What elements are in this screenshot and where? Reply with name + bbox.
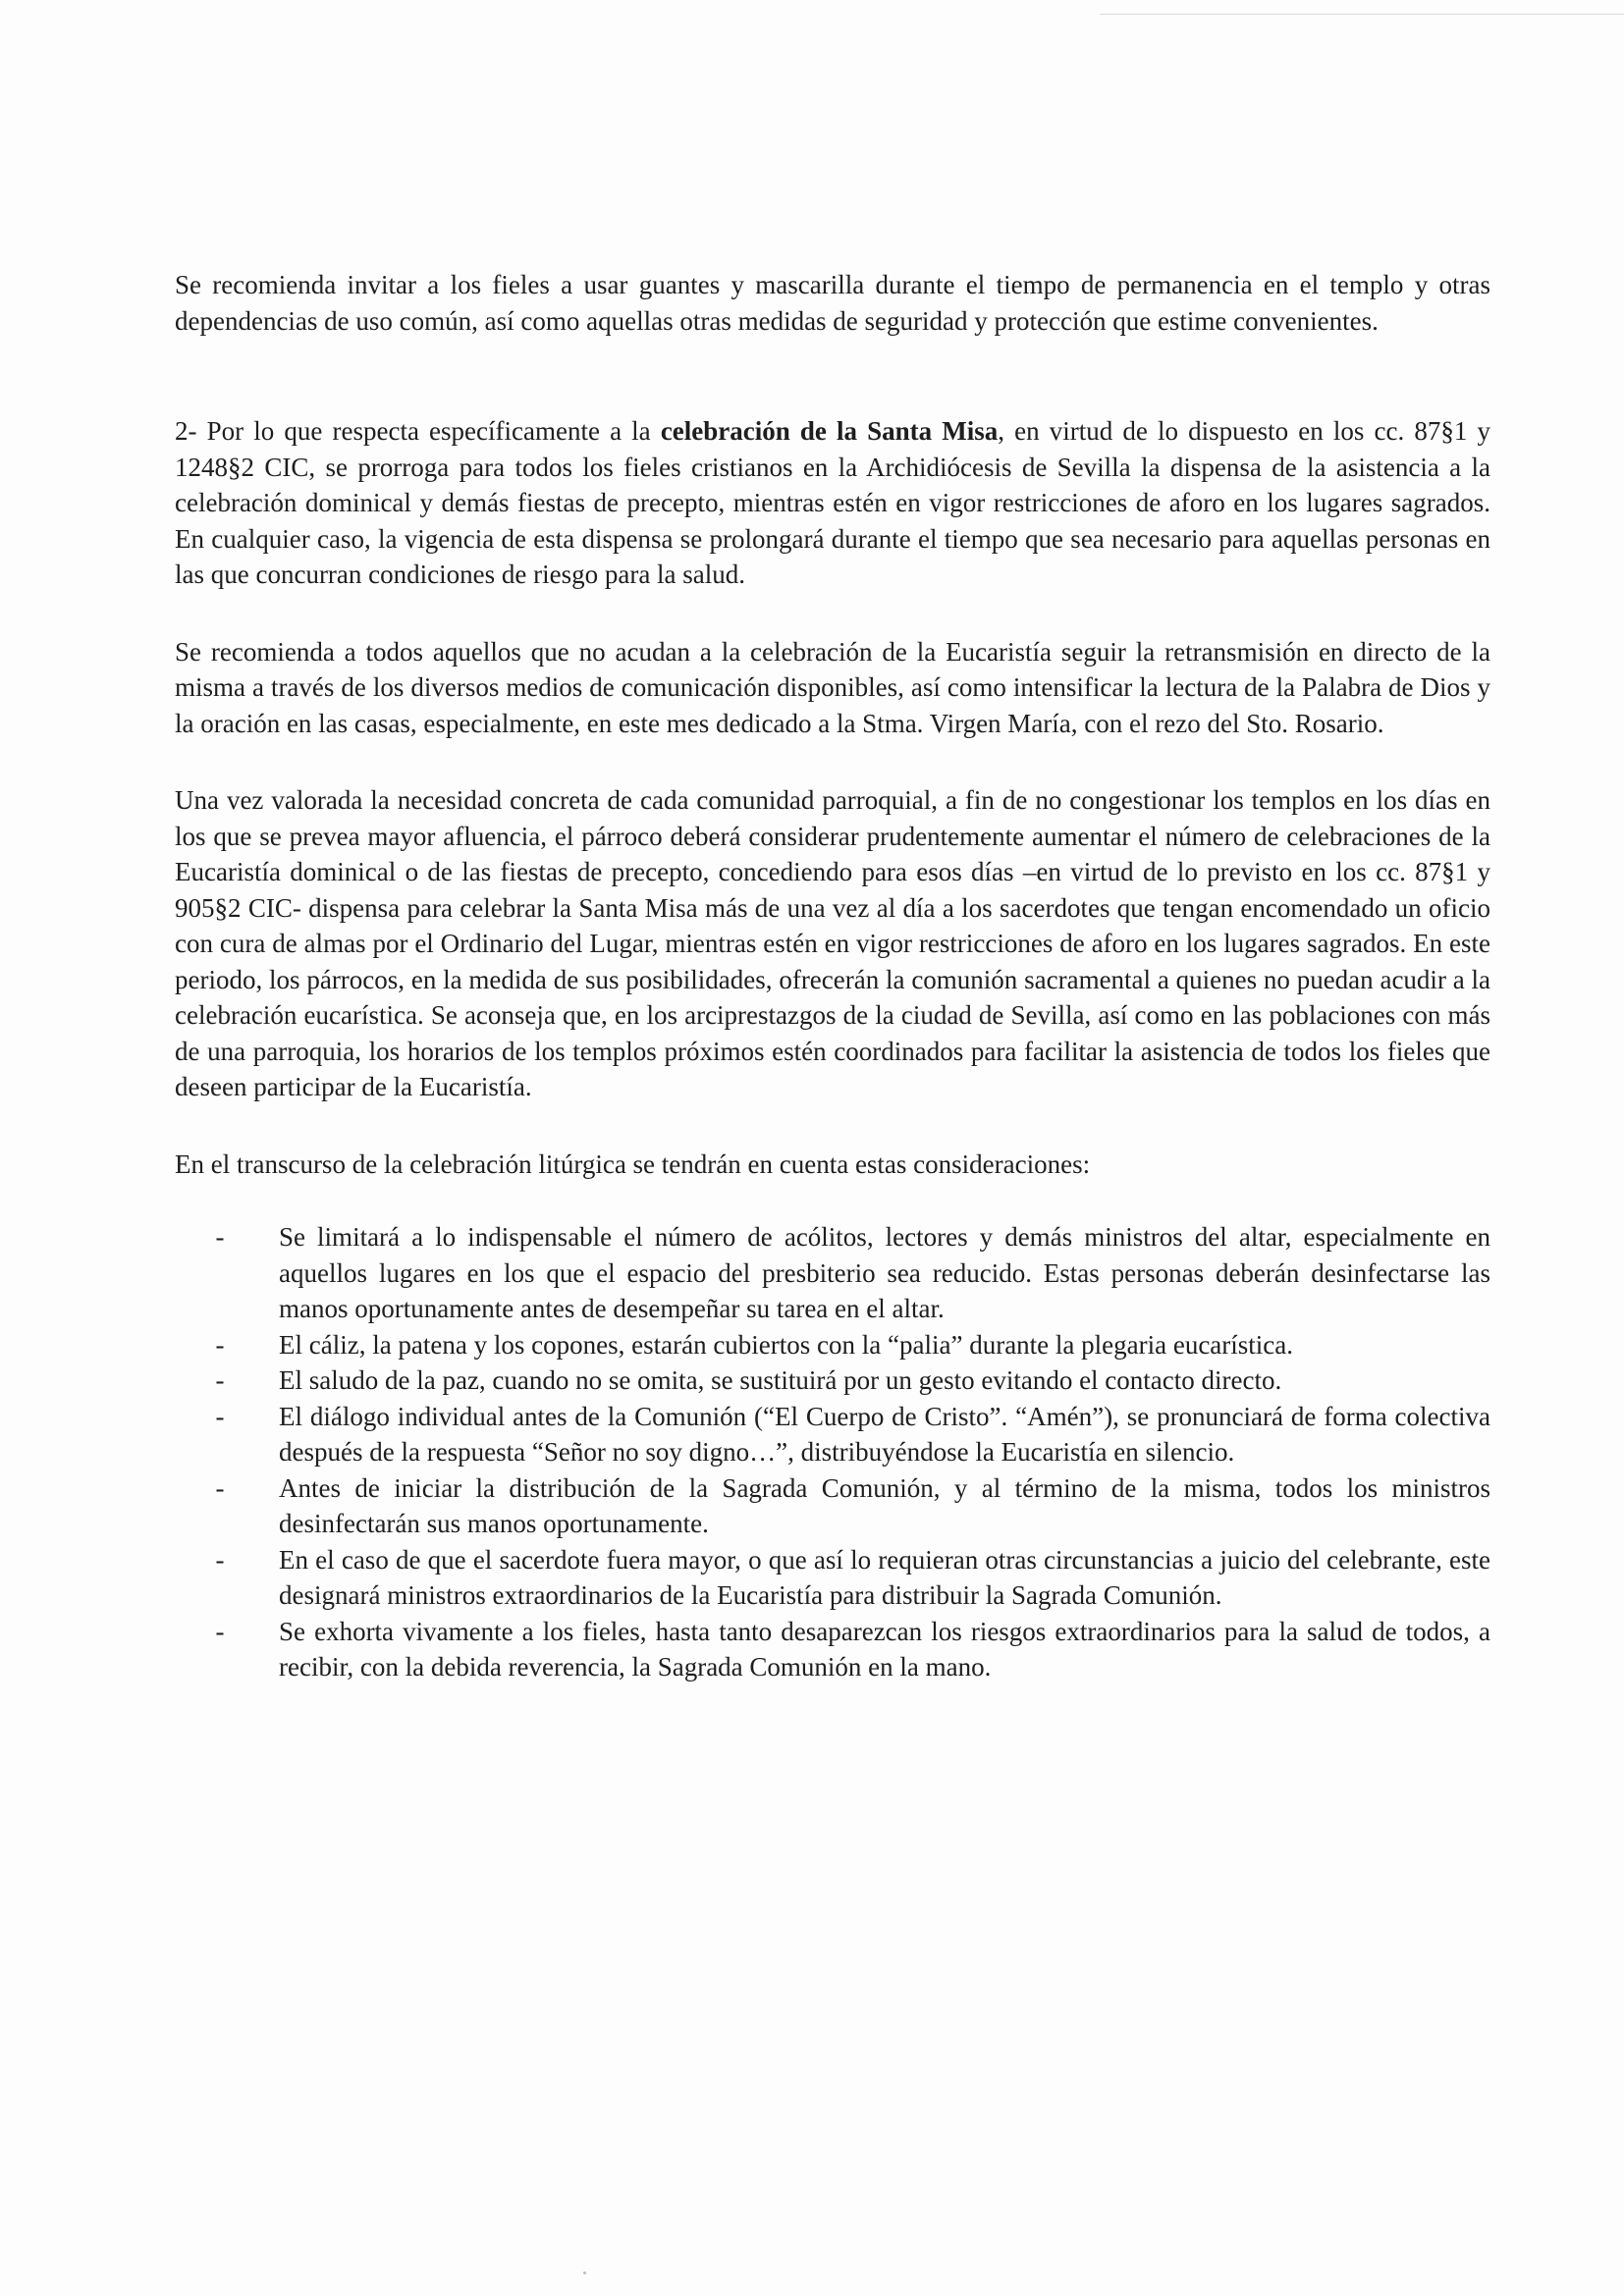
list-item-text: Antes de iniciar la distribución de la Sagrada Comunión, y al término de la misma, todos los ministros desinfectarán sus manos oportunamente. xyxy=(279,1472,1490,1538)
paragraph-broadcast-recommendation: Se recomienda a todos aquellos que no acudan a la celebración de la Eucaristía seguir la retransmisión en directo de la misma a través de los diversos medios de comunicación disponibles, así como intensificar la lectura de la Palabra de Dios y la oración en las casas, especialmente, en este mes dedicado a la Stma. Virgen María, con el rezo del Sto. Rosario. xyxy=(175,636,1490,738)
list-item-text: El diálogo individual antes de la Comunión (“El Cuerpo de Cristo”. “Amén”), se pronunciará de forma colectiva después de la respuesta “Señor no soy digno…”, distribuyéndose la Eucaristía en silencio. xyxy=(279,1401,1490,1467)
list-item xyxy=(175,1614,1490,1685)
paragraph-mass-rest: , en virtud de lo dispuesto en los cc. 87§1 y 1248§2 CIC, se prorroga para todos los fieles cristianos en la Archidiócesis de Sevilla la dispensa de la asistencia a la celebración dominical y demás fiestas de precepto, mientras estén en vigor restricciones de aforo en los lugares sagrados. En cualquier caso, la vigencia de esta dispensa se prolongará durante el tiempo que sea necesario para aquellas personas en las que concurran condiciones de riesgo para la salud. xyxy=(175,416,1490,589)
bullet-dash: - xyxy=(215,1616,225,1646)
bullet-dash: - xyxy=(215,1401,225,1431)
paragraph-mask-recommendation: Se recomienda invitar a los fieles a usar guantes y mascarilla durante el tiempo de permanencia en el templo y otras dependencias de uso común, así como aquellas otras medidas de seguridad y protección que estime convenientes. xyxy=(175,270,1490,336)
scan-edge-line xyxy=(1100,14,1624,15)
considerations-list xyxy=(175,1219,1490,1685)
bullet-dash: - xyxy=(215,1365,225,1395)
paragraph-parish-celebrations: Una vez valorada la necesidad concreta de cada comunidad parroquial, a fin de no congestionar los templos en los días en los que se prevea mayor afluencia, el párroco deberá considerar prudentemente aumentar el número de celebraciones de la Eucaristía dominical o de las fiestas de precepto, concediendo para esos días –en virtud de lo previsto en los cc. 87§1 y 905§2 CIC- dispensa para celebrar la Santa Misa más de una vez al día a los sacerdotes que tengan encomendado un oficio con cura de almas por el Ordinario del Lugar, mientras estén en vigor restricciones de aforo en los lugares sagrados. En este periodo, los párrocos, en la medida de sus posibilidades, ofrecerán la comunión sacramental a quienes no puedan acudir a la celebración eucarística. Se aconseja que, en los arciprestazgos de la ciudad de Sevilla, así como en las poblaciones con más de una parroquia, los horarios de los templos próximos estén coordinados para facilitar la asistencia de todos los fieles que deseen participar de la Eucaristía. xyxy=(175,785,1490,1101)
list-item-text: En el caso de que el sacerdote fuera mayor, o que así lo requieran otras circunstancias a juicio del celebrante, este designará ministros extraordinarios de la Eucaristía para distribuir la Sagrada Comunión. xyxy=(279,1544,1490,1610)
paragraph-liturgical-considerations: En el transcurso de la celebración litúrgica se tendrán en cuenta estas consideraciones: xyxy=(175,1148,1091,1179)
bullet-dash: - xyxy=(215,1329,225,1360)
list-item xyxy=(175,1470,1490,1542)
list-item xyxy=(175,1219,1490,1327)
paragraph-mass-dispensation xyxy=(175,413,1490,593)
paragraph-mass-lead: 2- Por lo que respecta específicamente a la xyxy=(175,416,661,446)
list-item xyxy=(175,1399,1490,1470)
list-item-text: Se limitará a lo indispensable el número de acólitos, lectores y demás ministros del altar, especialmente en aquellos lugares en los que el espacio del presbiterio sea reducido. Estas personas deberán desinfectarse las manos oportunamente antes de desempeñar su tarea en el altar. xyxy=(279,1222,1490,1323)
scan-speck xyxy=(583,2271,586,2274)
list-item-text: Se exhorta vivamente a los fieles, hasta tanto desaparezcan los riesgos extraordinarios para la salud de todos, a recibir, con la debida reverencia, la Sagrada Comunión en la mano. xyxy=(279,1616,1490,1682)
list-item xyxy=(175,1542,1490,1614)
list-item xyxy=(175,1362,1490,1399)
bullet-dash: - xyxy=(215,1222,225,1252)
document-body xyxy=(175,267,1490,1685)
list-item xyxy=(175,1327,1490,1363)
list-item-text: El saludo de la paz, cuando no se omita, se sustituirá por un gesto evitando el contacto directo. xyxy=(279,1365,1282,1395)
mass-celebration-heading: celebración de la Santa Misa xyxy=(660,416,999,446)
bullet-dash: - xyxy=(215,1472,225,1503)
list-item-text: El cáliz, la patena y los copones, estarán cubiertos con la “palia” durante la plegaria eucarística. xyxy=(279,1329,1294,1360)
bullet-dash: - xyxy=(215,1544,225,1575)
